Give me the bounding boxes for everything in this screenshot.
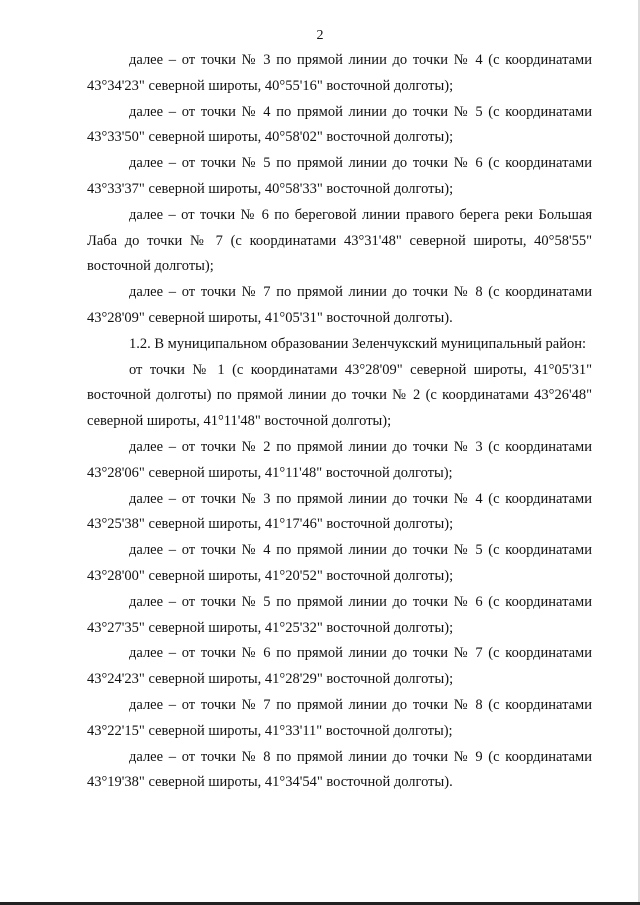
paragraph-point-3-to-4-first: далее – от точки № 3 по прямой линии до точки № 4 (с координатами 43°34'23" северной широты, 40°55'16" восточной долготы);	[87, 52, 592, 94]
paragraph-point-8-to-9: далее – от точки № 8 по прямой линии до точки № 9 (с координатами 43°19'38" северной широты, 41°34'54" восточной долготы).	[87, 748, 592, 791]
page-number: 2	[316, 28, 324, 43]
paragraph-point-4-to-5-first: далее – от точки № 4 по прямой линии до точки № 5 (с координатами 43°33'50" северной широты, 40°58'02" восточной долготы);	[87, 103, 592, 146]
paragraph-point-1-to-2: от точки № 1 (с координатами 43°28'09" северной широты, 41°05'31" восточной долготы) по прямой линии до точки № 2 (с координатами 43°26'48" северной широты, 41°11'48" восточной долготы);	[87, 361, 592, 430]
paragraph-point-3-to-4: далее – от точки № 3 по прямой линии до точки № 4 (с координатами 43°25'38" северной широты, 41°17'46" восточной долготы);	[87, 490, 592, 533]
document-body	[87, 48, 592, 796]
paragraph-point-4-to-5: далее – от точки № 4 по прямой линии до точки № 5 (с координатами 43°28'00" северной широты, 41°20'52" восточной долготы);	[87, 542, 592, 584]
paragraph-point-7-to-8: далее – от точки № 7 по прямой линии до точки № 8 (с координатами 43°22'15" северной широты, 41°33'11" восточной долготы);	[87, 696, 592, 739]
section-heading-1-2: 1.2. В муниципальном образовании Зеленчукский муниципальный район:	[129, 335, 587, 352]
paragraph-point-6-to-7: далее – от точки № 6 по прямой линии до точки № 7 (с координатами 43°24'23" северной широты, 41°28'29" восточной долготы);	[87, 645, 592, 688]
paragraph-point-5-to-6: далее – от точки № 5 по прямой линии до точки № 6 (с координатами 43°27'35" северной широты, 41°25'32" восточной долготы);	[87, 593, 592, 636]
paragraph-point-6-to-7-river: далее – от точки № 6 по береговой линии правого берега реки Большая Лаба до точки № 7 (с координатами 43°31'48" северной широты, 40°58'55" восточной долготы);	[87, 206, 592, 275]
paragraph-point-5-to-6-first: далее – от точки № 5 по прямой линии до точки № 6 (с координатами 43°33'37" северной широты, 40°58'33" восточной долготы);	[87, 155, 592, 197]
paragraph-point-7-to-8-first: далее – от точки № 7 по прямой линии до точки № 8 (с координатами 43°28'09" северной широты, 41°05'31" восточной долготы).	[87, 284, 592, 326]
paragraph-point-2-to-3: далее – от точки № 2 по прямой линии до точки № 3 (с координатами 43°28'06" северной широты, 41°11'48" восточной долготы);	[87, 438, 592, 481]
